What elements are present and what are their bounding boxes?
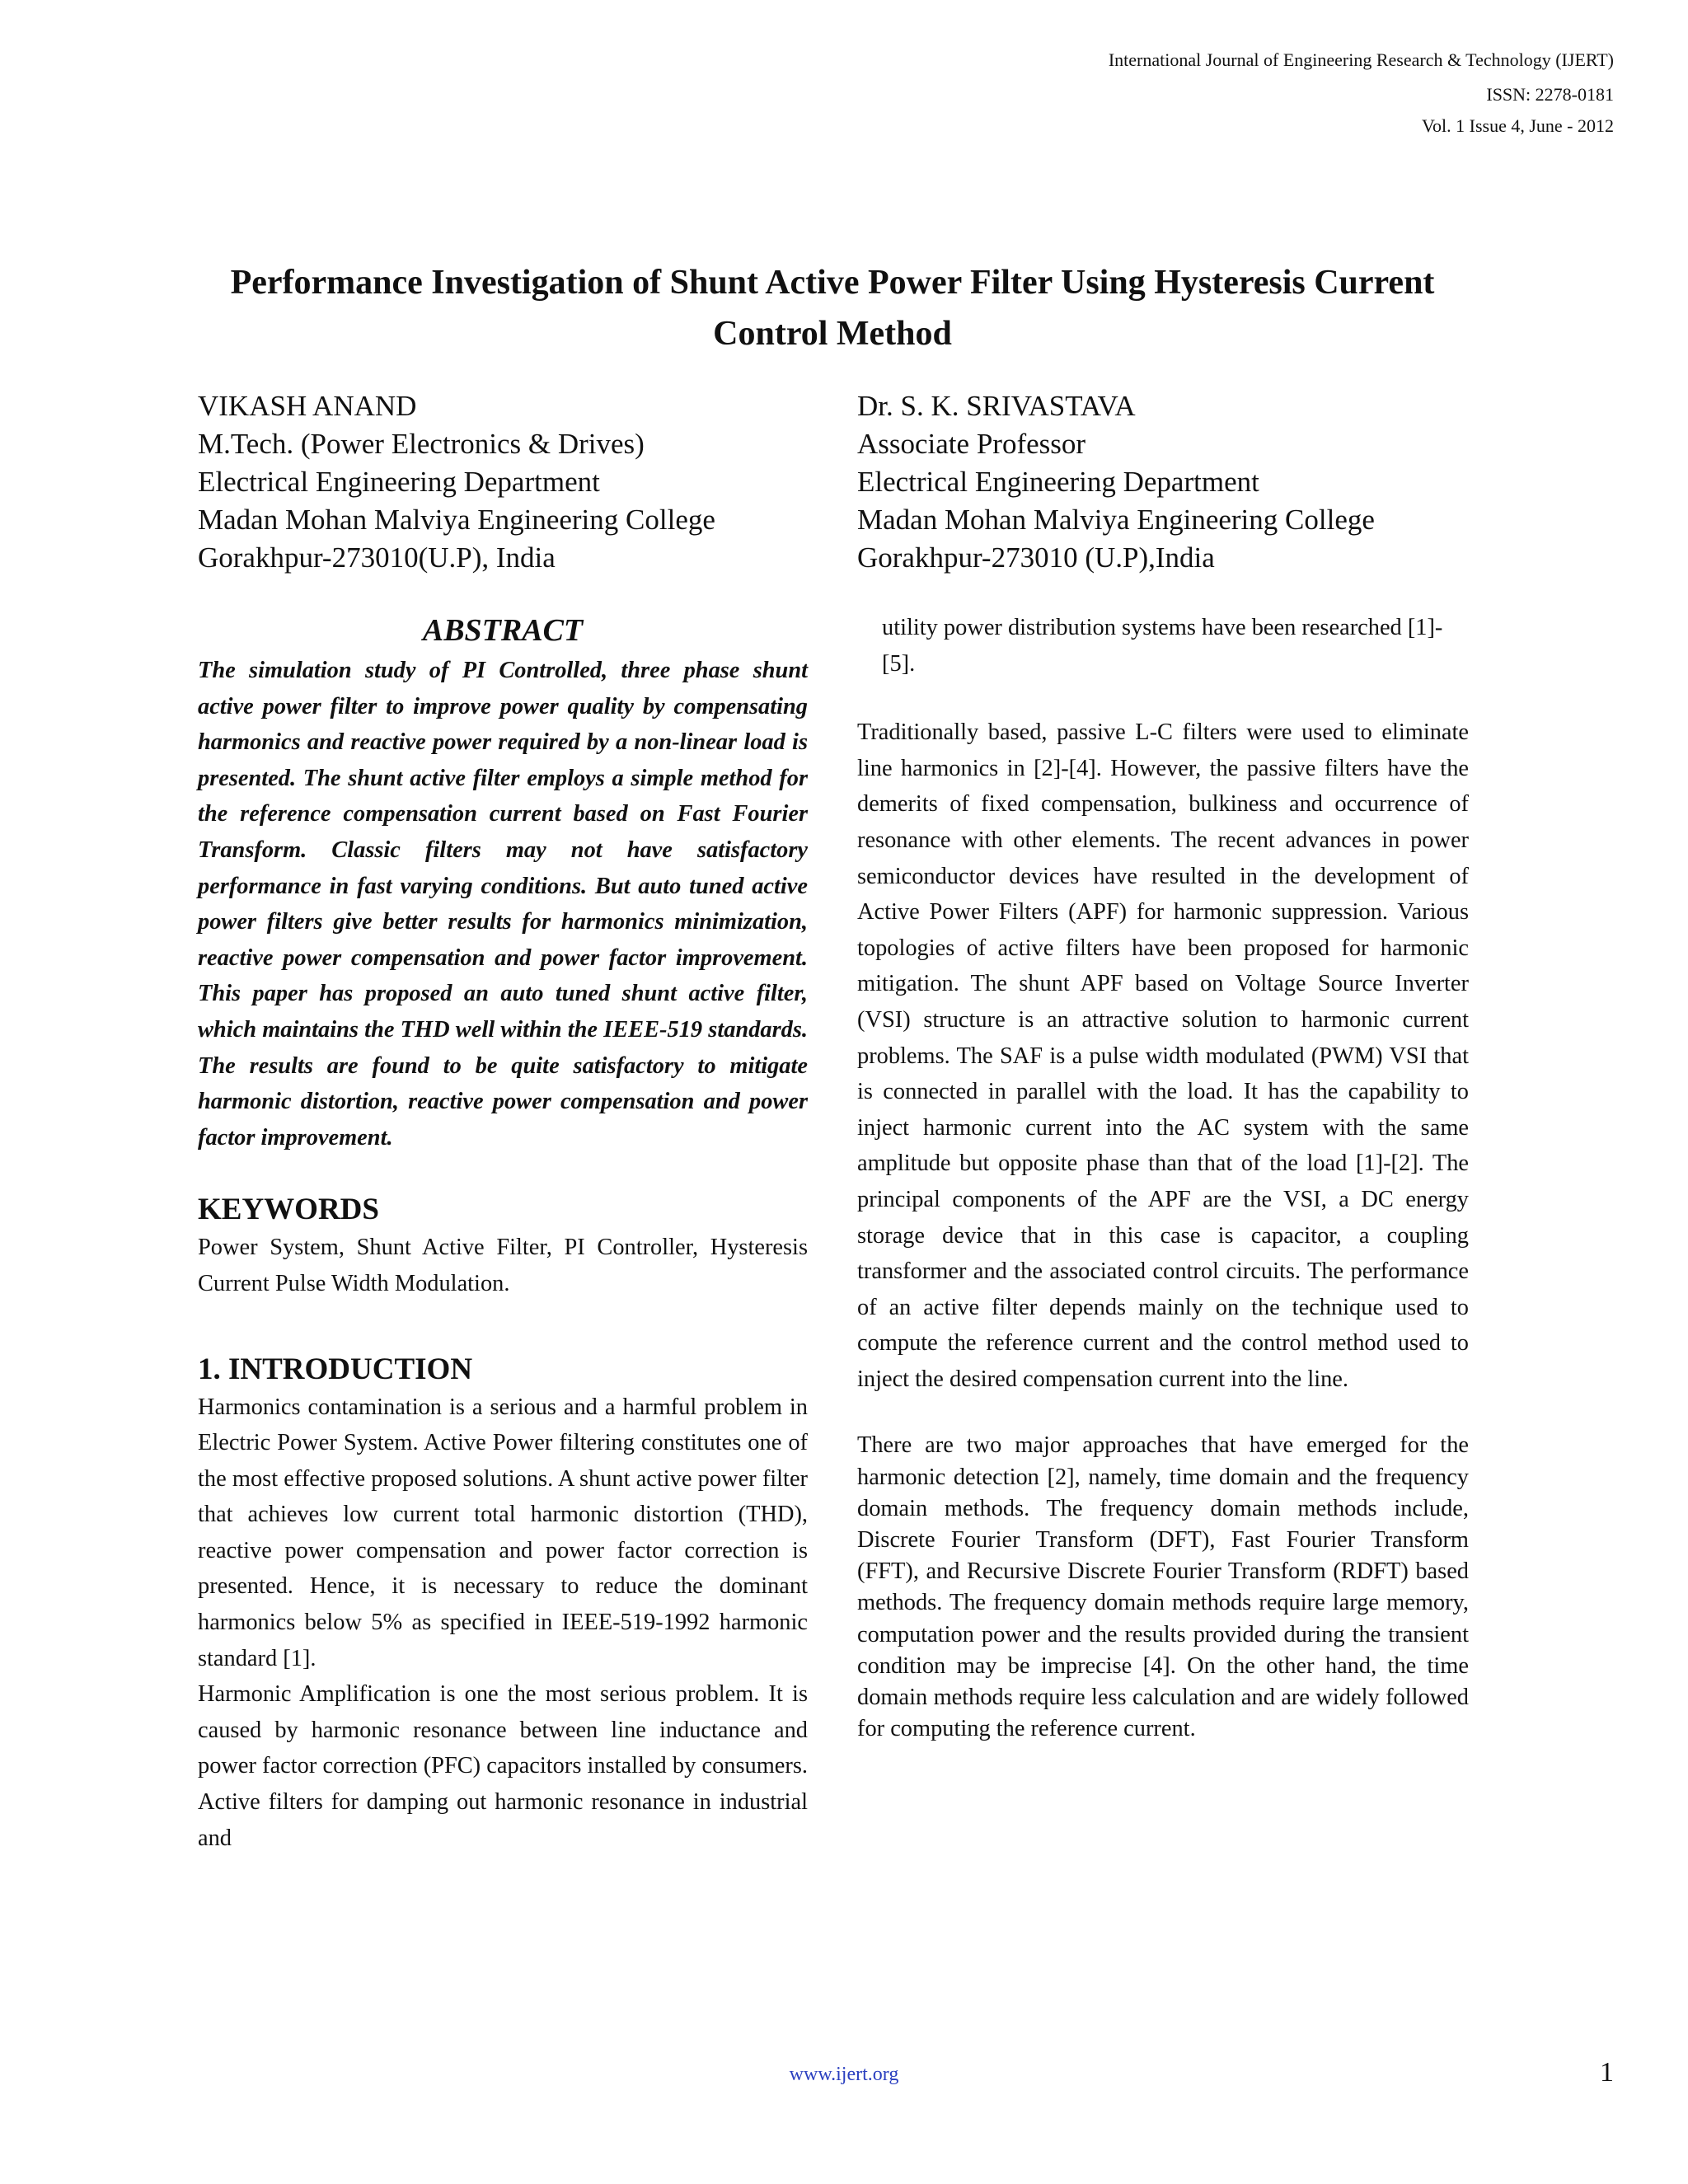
author-college: Madan Mohan Malviya Engineering College bbox=[857, 504, 1375, 536]
intro-paragraph-2-continued: utility power distribution systems have been researched [1]-[5]. bbox=[882, 615, 1443, 677]
journal-volume: Vol. 1 Issue 4, June - 2012 bbox=[1421, 115, 1614, 136]
author-location: Gorakhpur-273010(U.P), India bbox=[198, 541, 556, 574]
abstract-text: The simulation study of PI Controlled, three phase shunt active power filter to improve power quality by compensating harmonics and reactive power required by a non-linear load is presented. The shunt active filter employs a simple method for the reference compensation current based on Fast Fourier Transform. Classic filters may not have satisfactory performance in fast varying conditions. But auto tuned active power filters give better results for harmonics minimization, reactive power compensation and power factor improvement. This paper has proposed an auto tuned shunt active filter, which maintains the THD well within the IEEE-519 standards. The results are found to be quite satisfactory to mitigate harmonic distortion, reactive power compensation and power factor improvement. bbox=[198, 658, 808, 1151]
author-block-1 bbox=[198, 387, 715, 577]
intro-paragraph-4: There are two major approaches that have emerged for the harmonic detection [2], namely, time domain and the frequency domain methods. The frequency domain methods include, Discrete Fourier Transform (DFT), Fast Fourier Transform (FFT), and Recursive Discrete Fourier Transform (RDFT) based methods. The frequency domain methods require large memory, computation power and the results provided during the transient condition may be imprecise [4]. On the other hand, the time domain methods require less calculation and are widely followed for computing the reference current. bbox=[857, 1432, 1469, 1742]
author-location: Gorakhpur-273010 (U.P),India bbox=[857, 541, 1215, 574]
right-column bbox=[857, 610, 1469, 1746]
left-column bbox=[198, 610, 808, 1856]
introduction-heading: 1. INTRODUCTION bbox=[198, 1352, 473, 1386]
author-role: Associate Professor bbox=[857, 428, 1086, 460]
page-number: 1 bbox=[1600, 2057, 1614, 2088]
author-name: VIKASH ANAND bbox=[198, 390, 417, 422]
journal-name: International Journal of Engineering Research & Technology (IJERT) bbox=[1108, 49, 1614, 70]
intro-paragraph-3: Traditionally based, passive L-C filters were used to eliminate line harmonics in [2]-[4]. However, the passive filters have the demerits of fixed compensation, bulkiness and occurrence of resonance with other elements. The recent advances in power semiconductor devices have resulted in the development of Active Power Filters (APF) for harmonic suppression. Various topologies of active filters have been proposed for harmonic mitigation. The shunt APF based on Voltage Source Inverter (VSI) structure is an attractive solution to harmonic current problems. The SAF is a pulse width modulated (PWM) VSI that is connected in parallel with the load. It has the capability to inject harmonic current into the AC system with the same amplitude but opposite phase than that of the load [1]-[2]. The principal components of the APF are the VSI, a DC energy storage device that in this case is capacitor, a coupling transformer and the associated control circuits. The performance of an active filter depends mainly on the technique used to compute the reference current and the control method used to inject the desired compensation current into the line. bbox=[857, 719, 1469, 1392]
abstract-heading: ABSTRACT bbox=[422, 613, 584, 648]
intro-paragraph-2: Harmonic Amplification is one the most serious problem. It is caused by harmonic resonance between line inductance and power factor correction (PFC) capacitors installed by consumers. Active filters for damping out harmonic resonance in industrial and bbox=[198, 1681, 808, 1851]
author-role: M.Tech. (Power Electronics & Drives) bbox=[198, 428, 645, 460]
author-college: Madan Mohan Malviya Engineering College bbox=[198, 504, 715, 536]
footer-url-link[interactable]: www.ijert.org bbox=[789, 2064, 899, 2085]
author-name: Dr. S. K. SRIVASTAVA bbox=[857, 390, 1136, 422]
intro-paragraph-1: Harmonics contamination is a serious and a harmful problem in Electric Power System. Active Power filtering constitutes one of the most effective proposed solutions. A shunt active power filter that achieves low current total harmonic distortion (THD), reactive power compensation and power factor correction is presented. Hence, it is necessary to reduce the dominant harmonics below 5% as specified in IEEE-519-1992 harmonic standard [1]. bbox=[198, 1394, 808, 1671]
journal-issn: ISSN: 2278-0181 bbox=[1486, 84, 1614, 105]
keywords-heading: KEYWORDS bbox=[198, 1193, 379, 1227]
author-department: Electrical Engineering Department bbox=[198, 466, 600, 498]
author-block-2 bbox=[857, 387, 1375, 577]
paper-title: Performance Investigation of Shunt Active Power Filter Using Hysteresis Current Control Method bbox=[230, 264, 1435, 353]
keywords-text: Power System, Shunt Active Filter, PI Controller, Hysteresis Current Pulse Width Modulation. bbox=[198, 1235, 808, 1296]
author-department: Electrical Engineering Department bbox=[857, 466, 1259, 498]
